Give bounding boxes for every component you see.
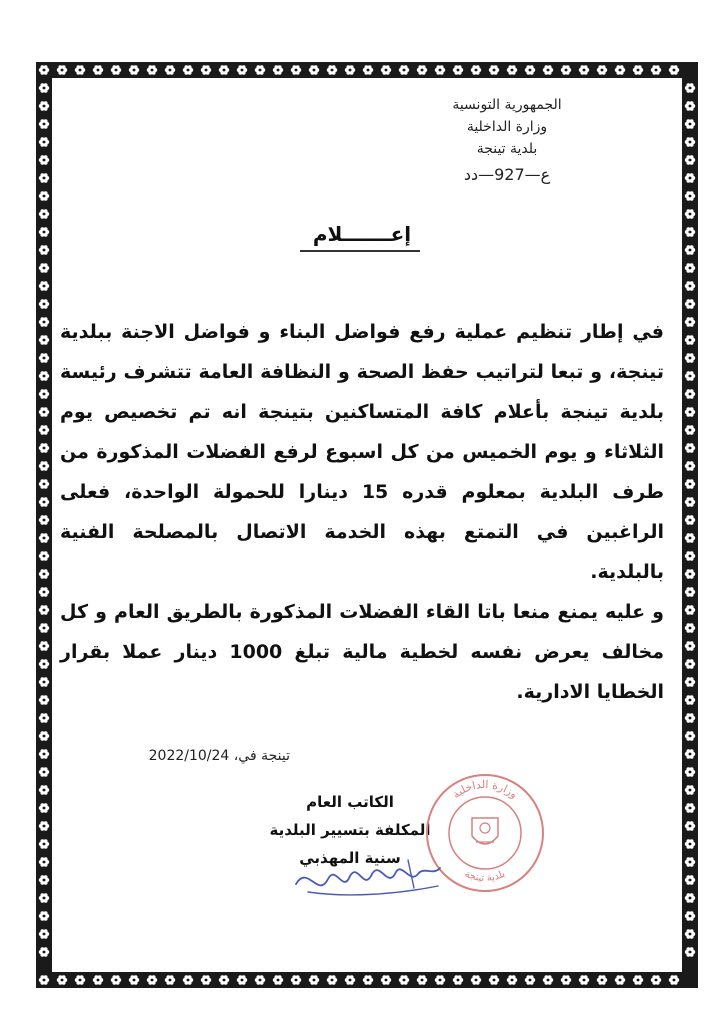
reference-number: ع—927—دد	[463, 165, 551, 184]
notice-paragraph-1: في إطار تنظيم عملية رفع فواضل البناء و فواضل الاجنة ببلدية تينجة، و تبعا لتراتيب حفظ الصحة و النظافة العامة تتشرف رئيسة بلدية تينجة بأعلام كافة المتساكنين بتينجة انه تم تخصيص يوم الثلاثاء و يوم الخميس من كل اسبوع لرفع الفضلات المذكورة من طرف البلدية بمعلوم قدره 15 دينارا للحمولة الواحدة، فعلى الراغبين في التمتع بهذه الخدمة الاتصال بالمصلحة الفنية بالبلدية.	[60, 321, 664, 583]
document-title: إعـــــــلام	[312, 222, 412, 246]
title-underline	[300, 250, 420, 252]
stamp-text-bottom: بلدية تينجة	[462, 868, 508, 885]
signatory-role: المكلفة بتسيير البلدية	[269, 821, 431, 839]
stamp-text-top: وزارة الداخلية	[449, 777, 521, 802]
stamp-emblem-icon	[472, 818, 498, 844]
handwritten-signature	[288, 854, 448, 904]
letterhead-municipality: بلدية تينجة	[476, 141, 538, 157]
date-line: تينجة في، 2022/10/24	[148, 748, 290, 764]
notice-body	[60, 312, 664, 712]
notice-paragraph-2: و عليه يمنع منعا باتا القاء الفضلات المذكورة بالطريق العام و كل مخالف يعرض نفسه لخطية مالية تبلغ 1000 دينار عملا بقرار الخطايا الادارية.	[60, 601, 664, 703]
letterhead-ministry: وزارة الداخلية	[466, 119, 548, 135]
letterhead	[402, 94, 612, 186]
letterhead-republic: الجمهورية التونسية	[452, 97, 562, 113]
signatory-title: الكاتب العام	[306, 793, 394, 811]
signatory-name: سنية المهذبي	[299, 849, 401, 867]
